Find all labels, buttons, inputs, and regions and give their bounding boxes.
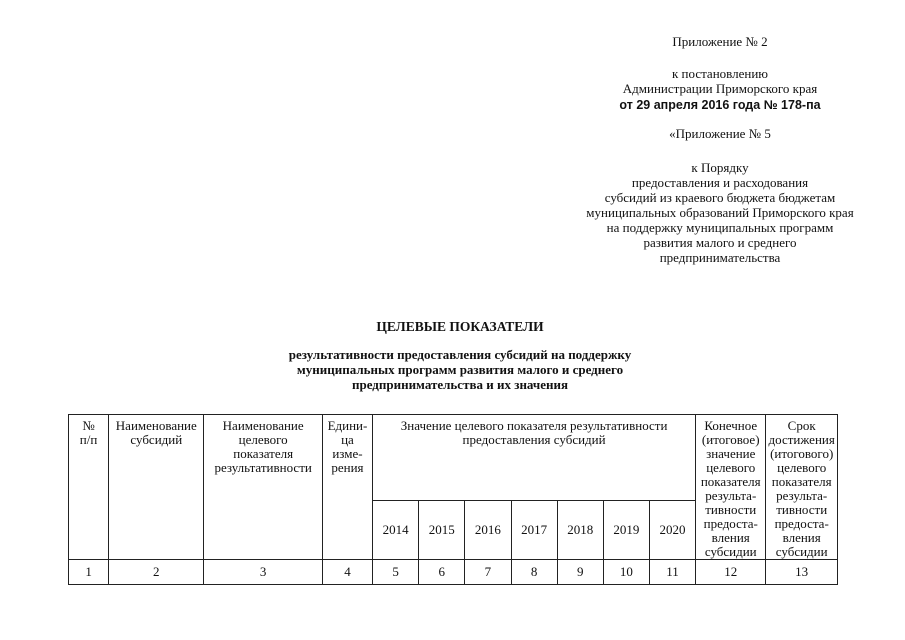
column-number: 8 xyxy=(511,560,557,585)
header-number: № п/п xyxy=(69,415,109,560)
document-title: ЦЕЛЕВЫЕ ПОКАЗАТЕЛИ xyxy=(376,319,544,334)
column-number: 5 xyxy=(373,560,419,585)
column-number: 9 xyxy=(557,560,603,585)
header-year: 2017 xyxy=(511,500,557,559)
order-reference xyxy=(540,160,900,265)
header-year: 2018 xyxy=(557,500,603,559)
order-line: на поддержку муниципальных программ xyxy=(606,220,834,235)
nested-appendix-title: «Приложение № 5 xyxy=(669,126,771,141)
column-numbers-row xyxy=(69,560,838,585)
header-year: 2014 xyxy=(373,500,419,559)
order-line: предоставления и расходования xyxy=(631,175,809,190)
column-number: 7 xyxy=(465,560,511,585)
resolution-line: к постановлению xyxy=(671,66,769,81)
order-line: к Порядку xyxy=(691,160,749,175)
column-number: 2 xyxy=(109,560,204,585)
table-header-row xyxy=(69,415,838,501)
column-number: 3 xyxy=(204,560,322,585)
header-year: 2015 xyxy=(419,500,465,559)
nested-appendix-title-block xyxy=(540,126,900,141)
column-number: 12 xyxy=(696,560,766,585)
header-value-group: Значение целевого показателя результативности предоставления субсидий xyxy=(373,415,696,501)
subtitle-line: муниципальных программ развития малого и среднего xyxy=(296,362,624,377)
header-unit: Едини- ца изме- рения xyxy=(322,415,372,560)
resolution-line: Администрации Приморского края xyxy=(622,81,818,96)
indicators-table xyxy=(68,414,838,585)
header-year: 2019 xyxy=(603,500,649,559)
order-line: муниципальных образований Приморского края xyxy=(586,205,854,220)
header-indicator-name: Наименование целевого показателя результативности xyxy=(204,415,322,560)
column-number: 1 xyxy=(69,560,109,585)
header-year: 2020 xyxy=(649,500,695,559)
resolution-date: от 29 апреля 2016 года № 178-па xyxy=(619,98,821,112)
subtitle-line: результативности предоставления субсидий на поддержку xyxy=(288,347,632,362)
appendix-title: Приложение № 2 xyxy=(672,34,768,49)
header-year: 2016 xyxy=(465,500,511,559)
appendix-header xyxy=(540,34,900,49)
header-final-value: Конечное (итоговое) значение целевого показателя результа- тивности предоста- вления субсидии xyxy=(696,415,766,560)
column-number: 6 xyxy=(419,560,465,585)
document-subtitle xyxy=(200,347,720,392)
order-line: развития малого и среднего xyxy=(643,235,797,250)
header-achievement-term: Срок достижения (итогового) целевого показателя результа- тивности предоста- вления субсидии xyxy=(766,415,838,560)
column-number: 4 xyxy=(322,560,372,585)
resolution-reference xyxy=(540,66,900,113)
order-line: предпринимательства xyxy=(659,250,781,265)
order-line: субсидий из краевого бюджета бюджетам xyxy=(604,190,836,205)
header-subsidy-name: Наименование субсидий xyxy=(109,415,204,560)
subtitle-line: предпринимательства и их значения xyxy=(351,377,569,392)
column-number: 11 xyxy=(649,560,695,585)
column-number: 10 xyxy=(603,560,649,585)
column-number: 13 xyxy=(766,560,838,585)
